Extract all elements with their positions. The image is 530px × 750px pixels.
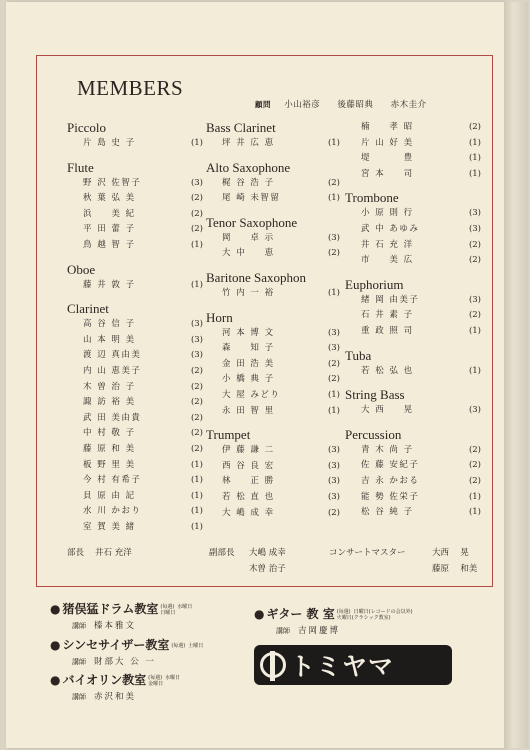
ad-schedule-day: 水曜日 xyxy=(177,603,193,610)
member-row xyxy=(206,372,344,388)
member-name: 小 橋 典 子 xyxy=(222,374,275,385)
member-year: (2) xyxy=(190,193,203,204)
section-euphorium xyxy=(345,277,485,340)
section-title: Tuba xyxy=(345,347,372,363)
member-name: 渡 辺 真由美 xyxy=(83,350,142,361)
ad-schedule-lead: (毎週) xyxy=(171,642,186,649)
section-title: Horn xyxy=(206,309,233,325)
member-row xyxy=(206,341,344,357)
member-name: 野 沢 佐智子 xyxy=(83,177,142,188)
member-year: (2) xyxy=(190,365,203,376)
section-string-bass xyxy=(345,387,485,419)
member-year: (1) xyxy=(468,153,481,164)
ad-teacher-name: 吉岡慶博 xyxy=(298,626,341,636)
ad-name: シンセサイザー教室 xyxy=(62,638,170,652)
member-row xyxy=(67,395,207,411)
section-continued xyxy=(345,120,485,182)
member-row xyxy=(206,326,344,342)
member-year: (2) xyxy=(327,507,340,518)
section-title: Piccolo xyxy=(67,120,106,135)
member-year: (2) xyxy=(468,460,481,471)
section-title: Tenor Saxophone xyxy=(206,214,298,230)
logo-text: トミヤマ xyxy=(290,652,395,681)
member-name: 能 勢 佐栄子 xyxy=(361,491,420,502)
member-year: (2) xyxy=(190,412,203,423)
member-year: (2) xyxy=(468,444,481,455)
member-row xyxy=(206,506,344,522)
member-year: (3) xyxy=(327,327,340,338)
ad-drum-school xyxy=(50,600,192,631)
member-row xyxy=(206,231,344,247)
member-year: (2) xyxy=(190,397,203,408)
advisor-role-label: 顧問 xyxy=(255,100,271,109)
member-name: 藤 井 敦 子 xyxy=(83,279,136,290)
member-name: 諏 訪 裕 美 xyxy=(83,397,136,408)
section-piccolo xyxy=(67,120,207,152)
advertisements xyxy=(14,565,484,715)
member-name: 市 美 広 xyxy=(361,255,414,266)
member-year: (3) xyxy=(468,208,481,219)
member-year: (1) xyxy=(190,459,203,470)
member-row xyxy=(345,308,485,324)
member-row xyxy=(67,489,207,505)
member-year: (1) xyxy=(468,168,481,179)
member-year: (3) xyxy=(190,319,203,330)
member-name: 吉 永 かおる xyxy=(361,475,420,486)
member-year: (1) xyxy=(327,138,340,148)
member-name: 内 山 恵美子 xyxy=(83,365,142,376)
ad-schedule-lead: (毎週) xyxy=(336,608,351,615)
member-name: 今 村 有希子 xyxy=(83,475,142,486)
member-row xyxy=(345,151,485,167)
member-name: 木 曽 治 子 xyxy=(83,381,136,392)
member-name: 森 知 子 xyxy=(222,343,275,354)
advisor-name: 小山裕彦 xyxy=(284,100,321,110)
member-row xyxy=(345,443,485,459)
section-bass-clarinet xyxy=(206,120,344,152)
member-row xyxy=(345,458,485,474)
member-year: (3) xyxy=(190,350,203,361)
member-name: 河 本 博 文 xyxy=(222,327,275,338)
member-row xyxy=(67,191,207,207)
member-row xyxy=(67,380,207,396)
member-name: 貝 原 由 記 xyxy=(83,490,136,501)
advisors xyxy=(255,98,441,110)
member-row xyxy=(206,191,344,207)
member-year: (1) xyxy=(190,490,203,501)
member-row xyxy=(67,333,207,349)
member-year: (1) xyxy=(468,325,481,336)
ad-schedule-day: 火曜日(クラシック教室) xyxy=(336,614,391,621)
member-name: 小 原 則 行 xyxy=(361,208,414,219)
member-name: 尾 崎 未智留 xyxy=(222,193,281,204)
officers-row xyxy=(67,546,487,562)
ad-name: ギター 教 室 xyxy=(266,607,335,621)
ad-schedule-day: 日曜日(レコードの会以外) xyxy=(353,608,413,615)
section-title: Baritone Saxophon xyxy=(206,269,307,285)
member-name: 片 島 史 子 xyxy=(83,138,136,148)
section-tuba xyxy=(345,348,485,380)
member-year: (3) xyxy=(327,460,340,471)
member-row xyxy=(67,222,207,238)
member-row xyxy=(345,222,485,238)
member-row xyxy=(67,426,207,442)
member-row xyxy=(345,253,485,269)
member-name: 松 谷 純 子 xyxy=(361,507,414,518)
member-row xyxy=(67,473,207,489)
section-title: String Bass xyxy=(345,387,405,403)
member-column-3 xyxy=(345,120,485,529)
section-title: Alto Saxophone xyxy=(206,159,291,175)
member-row xyxy=(206,357,344,373)
member-column-2 xyxy=(206,120,344,529)
member-name: 梶 谷 浩 子 xyxy=(222,177,275,188)
member-year: (1) xyxy=(327,389,340,400)
advisor-name: 後藤昭典 xyxy=(337,100,374,110)
member-year: (2) xyxy=(468,310,481,321)
ad-teacher-name: 榛本雅文 xyxy=(94,621,137,631)
member-row xyxy=(345,206,485,222)
member-name: 高 谷 信 子 xyxy=(83,319,136,330)
member-row xyxy=(345,238,485,254)
member-year: (1) xyxy=(468,365,481,376)
member-year: (2) xyxy=(468,239,481,250)
section-title: Trombone xyxy=(345,190,399,206)
member-name: 武 中 あゆみ xyxy=(361,223,420,234)
member-year: (2) xyxy=(327,374,340,385)
member-row xyxy=(206,136,344,152)
ad-schedule xyxy=(337,609,413,621)
member-row xyxy=(345,167,485,183)
member-row xyxy=(67,458,207,474)
member-year: (3) xyxy=(327,232,340,243)
member-year: (2) xyxy=(327,358,340,369)
member-row xyxy=(206,388,344,404)
member-year: (2) xyxy=(190,443,203,454)
member-row xyxy=(67,364,207,380)
ad-teacher xyxy=(50,690,180,702)
member-year: (2) xyxy=(468,122,481,132)
member-year: (3) xyxy=(327,476,340,487)
member-name: 山 本 明 美 xyxy=(83,334,136,345)
program-page xyxy=(6,2,504,748)
member-row xyxy=(206,404,344,420)
captain-label: 部長 xyxy=(67,548,85,558)
member-name: 鳥 越 智 子 xyxy=(83,239,136,250)
ad-schedule-lead: (毎週) xyxy=(160,603,175,610)
member-year: (3) xyxy=(468,405,481,416)
section-title: Flute xyxy=(67,159,94,175)
member-row xyxy=(345,120,485,136)
member-row xyxy=(206,474,344,490)
member-row xyxy=(67,278,207,294)
member-name: 楠 孝 昭 xyxy=(361,122,414,132)
ad-name: 猪俣猛ドラム教室 xyxy=(62,602,159,616)
member-year: (3) xyxy=(327,491,340,502)
member-year: (1) xyxy=(190,239,203,250)
member-year: (2) xyxy=(190,224,203,235)
member-name: 緒 岡 由美子 xyxy=(361,294,420,305)
member-name: 石 井 素 子 xyxy=(361,310,414,321)
member-row xyxy=(67,136,207,152)
member-row xyxy=(345,505,485,521)
ad-schedule-lead: (毎週) xyxy=(148,674,163,681)
section-trumpet xyxy=(206,427,344,521)
member-year: (1) xyxy=(190,138,203,148)
member-name: 伊 藤 謙 二 xyxy=(222,445,275,456)
ad-teacher-label: 講師 xyxy=(72,622,86,630)
member-row xyxy=(206,490,344,506)
ad-guitar-school xyxy=(254,605,413,636)
member-name: 秋 葉 弘 美 xyxy=(83,193,136,204)
member-row xyxy=(345,490,485,506)
member-row xyxy=(206,176,344,192)
bullet-icon: ● xyxy=(50,602,61,616)
member-row xyxy=(345,474,485,490)
member-row xyxy=(67,238,207,254)
member-name: 坪 井 広 恵 xyxy=(222,138,275,148)
section-horn xyxy=(206,310,344,420)
vice-captain-name: 木曽 治子 xyxy=(249,564,286,574)
member-row xyxy=(67,348,207,364)
member-name: 岡 卓 示 xyxy=(222,232,275,243)
member-year: (2) xyxy=(190,428,203,439)
member-name: 重 政 照 司 xyxy=(361,325,414,336)
member-name: 武 田 美由貴 xyxy=(83,412,142,423)
ad-schedule-day: 土曜日 xyxy=(188,642,204,649)
member-name: 西 谷 良 宏 xyxy=(222,460,275,471)
member-row xyxy=(345,293,485,309)
member-year: (3) xyxy=(327,445,340,456)
section-title: Oboe xyxy=(67,261,96,277)
section-oboe xyxy=(67,262,207,294)
ad-teacher-name: 財部大 公 一 xyxy=(94,657,156,667)
concertmaster-label: コンサートマスター xyxy=(329,548,406,558)
member-row xyxy=(67,176,207,192)
member-column-1 xyxy=(67,120,207,543)
ad-synth-school xyxy=(50,636,203,667)
member-name: 若 松 弘 也 xyxy=(361,365,414,376)
member-name: 竹 内 一 裕 xyxy=(222,287,275,298)
ad-schedule-day: 金曜日 xyxy=(148,680,164,687)
member-name: 平 田 蕾 子 xyxy=(83,224,136,235)
member-row xyxy=(345,364,485,380)
member-row xyxy=(67,411,207,427)
member-name: 大 嶋 成 幸 xyxy=(222,507,275,518)
member-name: 中 村 敬 子 xyxy=(83,428,136,439)
logo-mark-icon xyxy=(260,652,286,678)
member-name: 青 木 尚 子 xyxy=(361,444,414,455)
ad-schedule-day: 水曜日 xyxy=(165,674,181,681)
section-title: Clarinet xyxy=(67,301,109,317)
member-year: (1) xyxy=(327,193,340,204)
member-row xyxy=(345,403,485,419)
member-name: 金 田 浩 美 xyxy=(222,358,275,369)
member-year: (2) xyxy=(327,177,340,188)
member-name: 堤 豊 xyxy=(361,153,414,164)
member-name: 板 野 里 美 xyxy=(83,459,136,470)
ad-teacher-name: 赤沢和美 xyxy=(94,692,137,702)
member-year: (3) xyxy=(468,294,481,305)
member-name: 大 中 恵 xyxy=(222,248,275,259)
ad-teacher-label: 講師 xyxy=(276,627,290,635)
section-trombone xyxy=(345,190,485,268)
member-year: (1) xyxy=(190,521,203,532)
member-year: (1) xyxy=(468,491,481,502)
member-name: 大 屋 みどり xyxy=(222,389,281,400)
member-row xyxy=(206,443,344,459)
member-name: 若 松 直 也 xyxy=(222,491,275,502)
member-row xyxy=(345,324,485,340)
member-row xyxy=(206,286,344,302)
member-year: (2) xyxy=(190,381,203,392)
section-baritone-saxophon xyxy=(206,270,344,302)
member-name: 永 田 智 里 xyxy=(222,405,275,416)
ad-violin-school xyxy=(50,671,180,702)
bullet-icon: ● xyxy=(50,673,61,687)
member-year: (1) xyxy=(468,137,481,148)
member-year: (1) xyxy=(468,507,481,518)
page-title: MEMBERS xyxy=(77,76,184,100)
member-row xyxy=(206,459,344,475)
member-name: 林 正 勝 xyxy=(222,476,275,487)
member-year: (2) xyxy=(327,248,340,259)
member-row xyxy=(67,504,207,520)
member-year: (2) xyxy=(468,475,481,486)
ad-teacher xyxy=(50,655,203,667)
bullet-icon: ● xyxy=(50,638,61,652)
section-flute xyxy=(67,160,207,254)
vice-captain-label: 副部長 xyxy=(209,548,235,558)
member-name: 水 川 かおり xyxy=(83,506,142,517)
member-year: (1) xyxy=(190,506,203,517)
member-year: (1) xyxy=(190,475,203,486)
member-name: 浜 美 紀 xyxy=(83,208,136,219)
bullet-icon: ● xyxy=(254,607,265,621)
member-row xyxy=(206,246,344,262)
ad-schedule xyxy=(171,643,203,649)
section-tenor-saxophone xyxy=(206,215,344,262)
ad-teacher-label: 講師 xyxy=(72,658,86,666)
ad-schedule-day: 日曜日 xyxy=(160,609,176,616)
captain-name: 井石 充洋 xyxy=(95,548,132,558)
section-percussion xyxy=(345,427,485,521)
member-row xyxy=(67,520,207,536)
member-year: (1) xyxy=(327,287,340,298)
member-name: 藤 原 和 美 xyxy=(83,443,136,454)
member-row xyxy=(345,136,485,152)
member-name: 佐 藤 安紀子 xyxy=(361,460,420,471)
member-year: (2) xyxy=(190,208,203,219)
concertmaster-name: 大西 晃 xyxy=(432,548,469,558)
member-year: (1) xyxy=(327,405,340,416)
section-clarinet xyxy=(67,301,207,535)
ad-teacher xyxy=(254,624,413,636)
ad-teacher xyxy=(50,619,192,631)
vice-captain-name: 大嶋 成幸 xyxy=(249,548,286,558)
member-year: (2) xyxy=(468,255,481,266)
member-year: (3) xyxy=(327,343,340,354)
member-name: 室 賀 美 緒 xyxy=(83,521,136,532)
tomiyama-logo xyxy=(254,645,452,685)
member-row xyxy=(67,207,207,223)
member-row xyxy=(67,442,207,458)
members-frame xyxy=(36,55,493,587)
member-name: 片 山 好 美 xyxy=(361,137,414,148)
member-year: (3) xyxy=(468,223,481,234)
ad-name: バイオリン教室 xyxy=(62,673,147,687)
advisor-name: 赤木圭介 xyxy=(390,100,427,110)
section-title: Trumpet xyxy=(206,427,251,443)
member-year: (3) xyxy=(190,334,203,345)
section-title: Euphorium xyxy=(345,276,404,292)
section-title: Bass Clarinet xyxy=(206,120,276,135)
member-year: (1) xyxy=(190,279,203,290)
ad-schedule xyxy=(160,604,192,616)
member-name: 大 西 晃 xyxy=(361,405,414,416)
ad-teacher-label: 講師 xyxy=(72,693,86,701)
section-title: Percussion xyxy=(345,426,402,442)
member-name: 宮 本 司 xyxy=(361,168,414,179)
ad-schedule xyxy=(148,675,180,687)
member-row xyxy=(67,317,207,333)
concertmaster-name: 藤原 和美 xyxy=(432,564,478,574)
section-alto-saxophone xyxy=(206,160,344,207)
member-name: 井 石 充 洋 xyxy=(361,239,414,250)
member-year: (3) xyxy=(190,177,203,188)
